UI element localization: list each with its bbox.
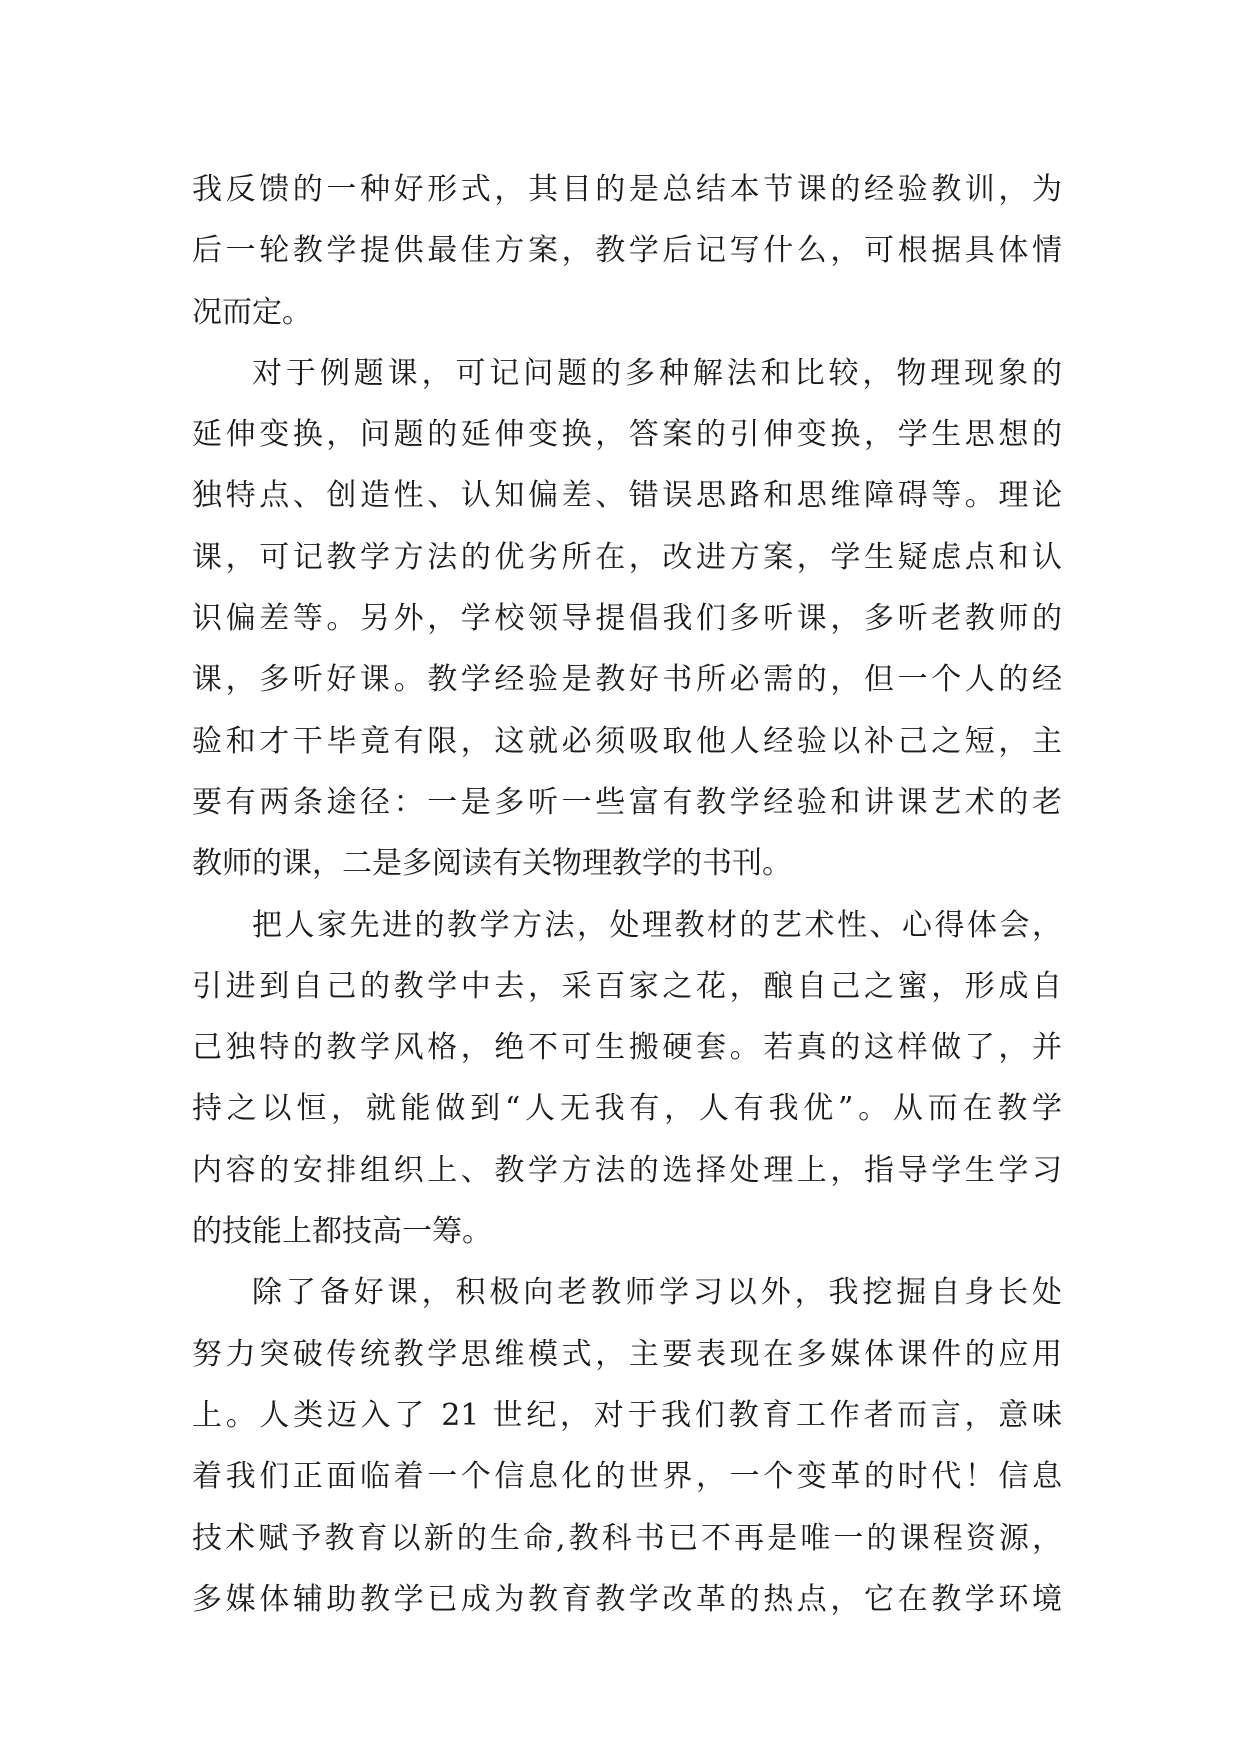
body-text xyxy=(192,159,1062,1630)
text-line: 持之以恒，就能做到“人无我有，人有我优”。从而在教学 xyxy=(192,1091,1062,1127)
text-line: 况而定。 xyxy=(192,294,312,330)
text-line: 己独特的教学风格，绝不可生搬硬套。若真的这样做了，并 xyxy=(192,1030,1062,1066)
text-line: 多媒体辅助教学已成为教育教学改革的热点，它在教学环境 xyxy=(192,1581,1062,1617)
text-line: 引进到自己的教学中去，采百家之花，酿自己之蜜，形成自 xyxy=(192,968,1062,1004)
text-line: 独特点、创造性、认知偏差、错误思路和思维障碍等。理论 xyxy=(192,478,1062,514)
text-line: 验和才干毕竟有限，这就必须吸取他人经验以补己之短，主 xyxy=(192,723,1062,759)
text-line: 识偏差等。另外，学校领导提倡我们多听课，多听老教师的 xyxy=(192,601,1062,637)
text-line: 教师的课，二是多阅读有关物理教学的书刊。 xyxy=(192,846,792,882)
text-line: 技术赋予教育以新的生命,教科书已不再是唯一的课程资源， xyxy=(192,1520,1062,1556)
text-line: 着我们正面临着一个信息化的世界，一个变革的时代！信息 xyxy=(192,1459,1062,1495)
text-line: 我反馈的一种好形式，其目的是总结本节课的经验教训，为 xyxy=(192,172,1062,207)
text-line: 要有两条途径：一是多听一些富有教学经验和讲课艺术的老 xyxy=(192,784,1062,820)
text-line: 除了备好课，积极向老教师学习以外，我挖掘自身长处 xyxy=(252,1275,1062,1311)
text-line: 延伸变换，问题的延伸变换，答案的引伸变换，学生思想的 xyxy=(192,417,1062,453)
text-line: 努力突破传统教学思维模式，主要表现在多媒体课件的应用 xyxy=(192,1336,1062,1372)
text-line: 上。人类迈入了 21 世纪，对于我们教育工作者而言，意味 xyxy=(192,1397,1062,1433)
text-line: 课，可记教学方法的优劣所在，改进方案，学生疑虑点和认 xyxy=(192,539,1062,575)
text-line: 后一轮教学提供最佳方案，教学后记写什么，可根据具体情 xyxy=(192,233,1062,269)
text-line: 把人家先进的教学方法，处理教材的艺术性、心得体会， xyxy=(252,907,1062,943)
text-line: 对于例题课，可记问题的多种解法和比较，物理现象的 xyxy=(252,355,1062,391)
text-line: 内容的安排组织上、教学方法的选择处理上，指导学生学习 xyxy=(192,1152,1062,1188)
text-line: 课，多听好课。教学经验是教好书所必需的，但一个人的经 xyxy=(192,662,1062,698)
text-line: 的技能上都技高一筹。 xyxy=(192,1214,492,1250)
